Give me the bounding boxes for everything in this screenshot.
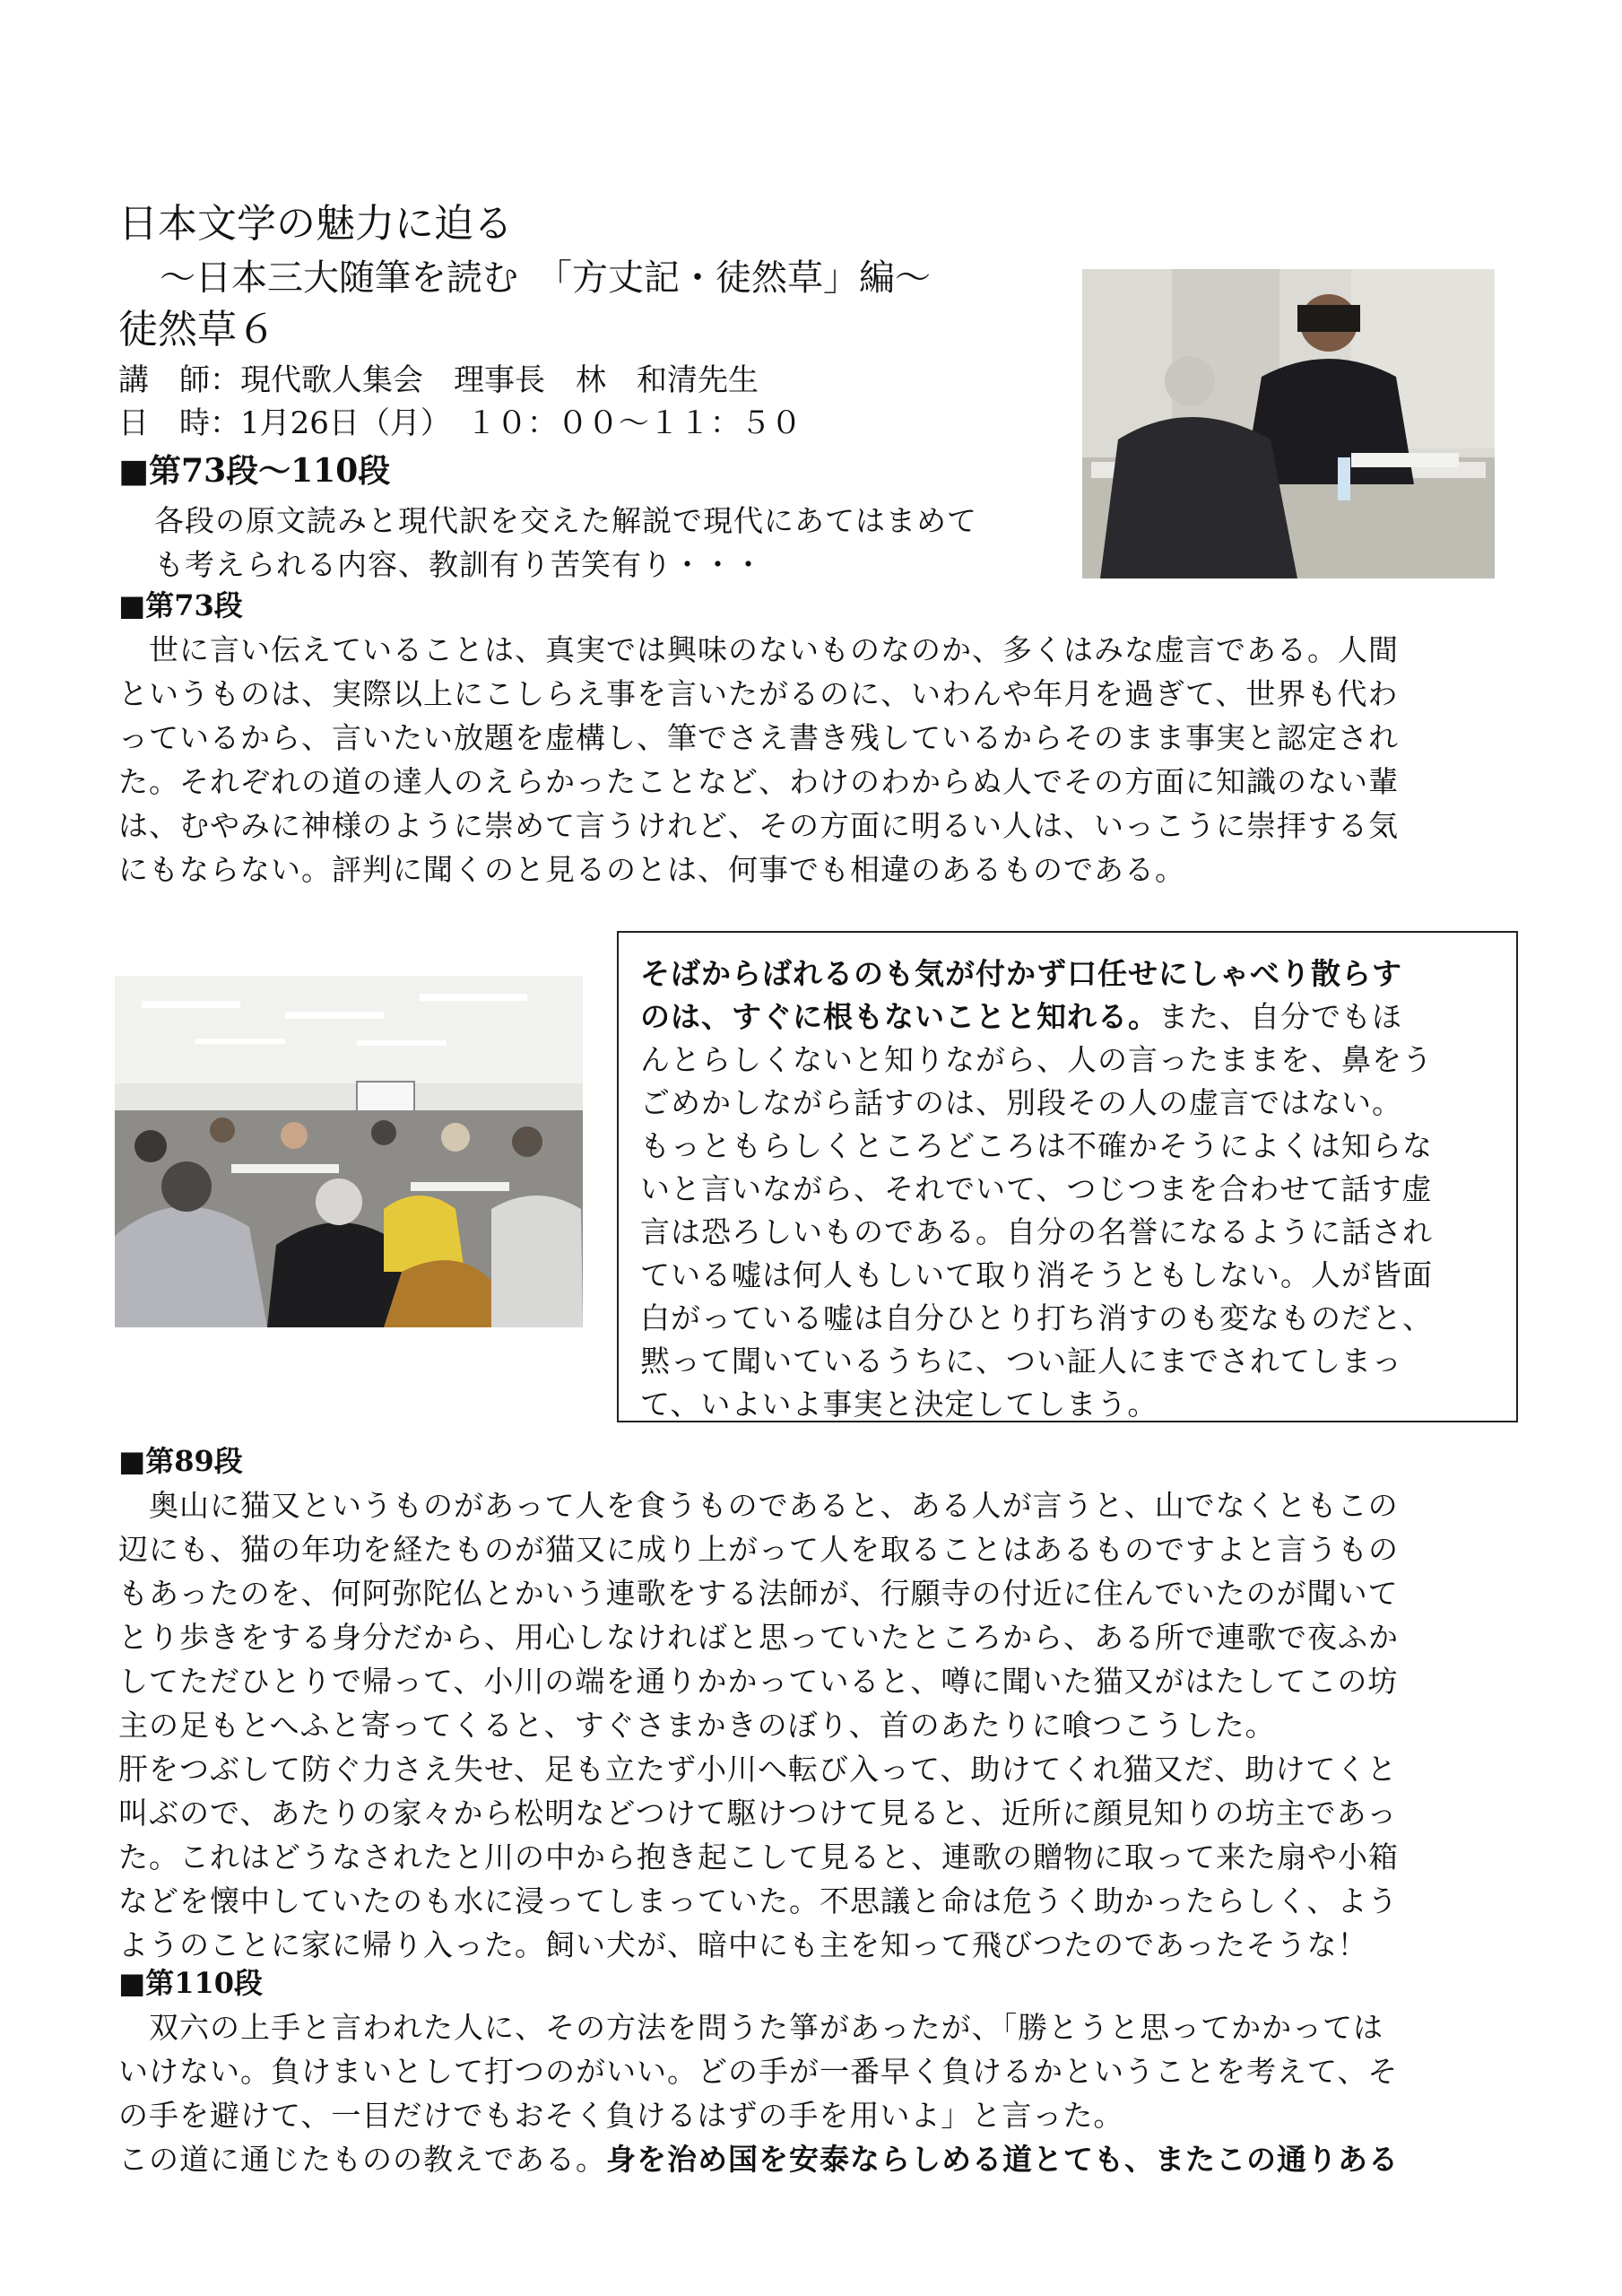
section89-line: た。これはどうなされたと川の中から抱き起こして見ると、連歌の贈物に取って来た扇や小箱 xyxy=(118,1839,1399,1874)
part-title: 徒然草６ xyxy=(118,307,276,352)
classroom-photo xyxy=(115,976,583,1327)
section89-text xyxy=(118,1483,1517,1967)
date-value: 1月26日（月） １０：００～１１：５０ xyxy=(240,405,802,441)
quote-line: 黙って聞いているうちに、つい証人にまでされてしまっ xyxy=(640,1344,1402,1378)
quote-line: ている嘘は何人もしいて取り消そうともしない。人が皆面 xyxy=(640,1257,1433,1292)
section89-line: 辺にも、猫の年功を経たものが猫又に成り上がって人を取ることはあるものですよと言うもの xyxy=(118,1532,1399,1567)
section73-line: は、むやみに神様のように崇めて言うけれど、その方面に明るい人は、いっこうに崇拝する気 xyxy=(118,808,1399,843)
quote-line: て、いよいよ事実と決定してしまう。 xyxy=(640,1387,1158,1422)
section89-line: 叫ぶので、あたりの家々から松明などつけて駆けつけて見ると、近所に顔見知りの坊主であっ xyxy=(118,1796,1398,1831)
lecturer-label: 講 師： xyxy=(118,362,240,398)
classroom-photo-image xyxy=(115,976,583,1327)
section89-line: してただひとりで帰って、小川の端を通りかかっていると、噂に聞いた猫又がはたしてこの坊 xyxy=(118,1664,1399,1699)
section89-line: 主の足もとへふと寄ってくると、すぐさまかきのぼり、首のあたりに喰つこうした。 xyxy=(118,1708,1276,1743)
lecturer-photo xyxy=(1082,269,1495,578)
section89-line: ようのことに家に帰り入った。飼い犬が、暗中にも主を知って飛びつたのであったそうな！ xyxy=(118,1927,1368,1962)
section89-line: 奥山に猫又というものがあって人を食うものであると、ある人が言うと、山でなくともこの xyxy=(118,1488,1399,1523)
quote-line: んとらしくないと知りながら、人の言ったままを、鼻をう xyxy=(640,1042,1433,1077)
section110-line: 双六の上手と言われた人に、その方法を問うた箏があったが、「勝とうと思ってかかっては xyxy=(118,2010,1384,2045)
lecturer-line xyxy=(118,361,759,400)
section110-line: の手を避けて、一目だけでもおそく負けるはずの手を用いよ」と言った。 xyxy=(118,2098,1124,2133)
quote-bold-2: のは、すぐに根もないことと知れる。 xyxy=(640,999,1158,1034)
section110-line: いけない。負けまいとして打つのがいい。どの手が一番早く負けるかということを考えて、そ xyxy=(118,2054,1399,2089)
section89-line: とり歩きをする身分だから、用心しなければと思っていたところから、ある所で連歌で夜ふか xyxy=(118,1620,1399,1655)
quote-line: ごめかしながら話すのは、別段その人の虚言ではない。 xyxy=(640,1085,1402,1120)
quote-box xyxy=(617,931,1518,1422)
page-title: 日本文学の魅力に迫る xyxy=(118,201,513,247)
overview-line: 各段の原文読みと現代訳を交えた解説で現代にあてはまめて xyxy=(154,503,977,538)
section110-heading: ■第110段 xyxy=(118,1966,264,2000)
overview-line: も考えられる内容、教訓有り苦笑有り・・・ xyxy=(154,547,764,582)
lecturer-name: 現代歌人集会 理事長 林 和清先生 xyxy=(240,362,759,398)
section110-last-bold: 身を治め国を安泰ならしめる道とても、またこの通りある xyxy=(606,2142,1399,2177)
date-line xyxy=(118,404,802,443)
page-subtitle: ～日本三大随筆を読む 「方丈記・徒然草」編～ xyxy=(160,257,931,299)
section110-text xyxy=(118,2005,1517,2181)
section73-line: にもならない。評判に聞くのと見るのとは、何事でも相違のあるものである。 xyxy=(118,852,1185,887)
quote-line: また、自分でもほ xyxy=(1158,999,1402,1034)
overview-heading: ■第73段～110段 xyxy=(118,452,391,490)
section73-text xyxy=(118,628,1517,891)
section110-last-plain: この道に通じたものの教えである。 xyxy=(118,2142,606,2177)
section89-line: などを懐中していたのも水に浸ってしまっていた。不思議と命は危うく助かったらしく、よう xyxy=(118,1883,1399,1918)
date-label: 日 時： xyxy=(118,405,240,441)
section89-heading: ■第89段 xyxy=(118,1444,243,1478)
overview-text xyxy=(154,499,1069,587)
section73-line: というものは、実際以上にこしらえ事を言いたがるのに、いわんや年月を過ぎて、世界も代わ xyxy=(118,676,1399,711)
section73-line: た。それぞれの道の達人のえらかったことなど、わけのわからぬ人でその方面に知識のない輩 xyxy=(118,764,1399,799)
quote-bold-1: そばからばれるのも気が付かず口任せにしゃべり散らす xyxy=(640,956,1402,991)
quote-line: 言は恐ろしいものである。自分の名誉になるように話され xyxy=(640,1214,1433,1249)
section89-line: 肝をつぶして防ぐ力さえ失せ、足も立たず小川へ転び入って、助けてくれ猫又だ、助けてくと xyxy=(118,1752,1398,1787)
section73-heading: ■第73段 xyxy=(118,588,243,622)
lecturer-photo-image xyxy=(1082,269,1495,578)
quote-line: もっともらしくところどころは不確かそうによくは知らな xyxy=(640,1128,1433,1163)
quote-line: 白がっている嘘は自分ひとり打ち消すのも変なものだと、 xyxy=(640,1300,1433,1335)
section89-line: もあったのを、何阿弥陀仏とかいう連歌をする法師が、行願寺の付近に住んでいたのが聞いて xyxy=(118,1576,1399,1611)
quote-line: いと言いながら、それでいて、つじつまを合わせて話す虚 xyxy=(640,1171,1433,1206)
section73-line: っているから、言いたい放題を虚構し、筆でさえ書き残しているからそのまま事実と認定され xyxy=(118,720,1399,755)
quote-text xyxy=(640,952,1495,1426)
section73-line: 世に言い伝えていることは、真実では興味のないものなのか、多くはみな虚言である。人間 xyxy=(118,632,1399,667)
